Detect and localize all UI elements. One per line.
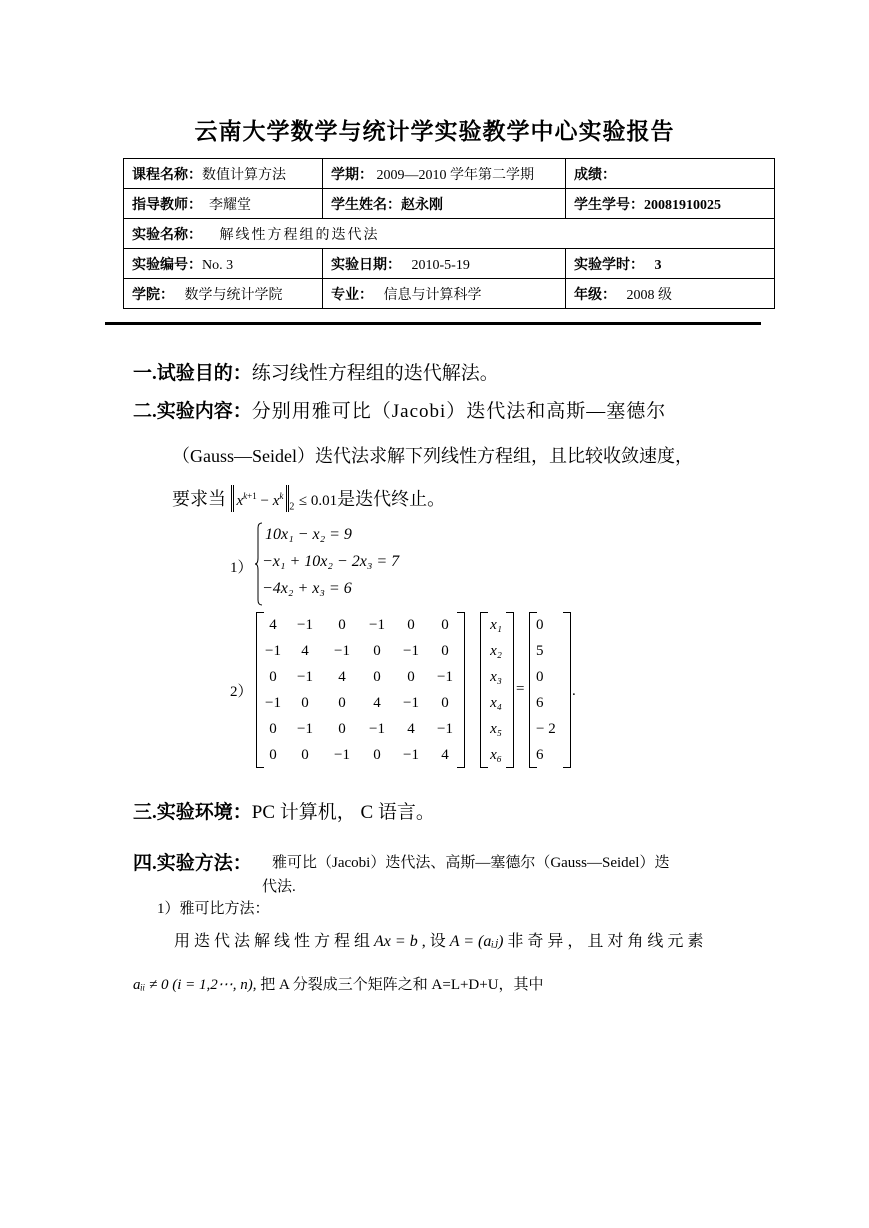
matrix-cell: −1 (369, 617, 385, 633)
matrix-cell: 0 (407, 617, 415, 633)
method-paragraph-1: 用 迭 代 法 解 线 性 方 程 组 Ax = b , 设 A = (aᵢⱼ) 非 奇 异 ， 且 对 角 线 元 素 (174, 933, 704, 950)
matrix-cell: 4 (301, 643, 309, 659)
term-cell: 学期： 2009—2010 学年第二学期 (323, 159, 566, 189)
matrix-cell: −1 (437, 669, 453, 685)
matrix-cell: −1 (297, 669, 313, 685)
teacher-cell: 指导教师： 李耀堂 (124, 189, 323, 219)
matrix-cell: −1 (265, 695, 281, 711)
matrix-cell: 0 (373, 643, 381, 659)
table-row (124, 219, 775, 249)
content-line-3: 要求当 $x^{k+1} - x^k_2 \le 0.01$是迭代终止。 (172, 485, 445, 513)
matrix-cell: 4 (338, 669, 346, 685)
matrix-cell: −1 (334, 747, 350, 763)
experiment-no-cell: 实验编号：No. 3 (124, 249, 323, 279)
unknown-cell: x₂ (490, 643, 502, 659)
rhs-cell: 6 (536, 695, 544, 711)
matrix-cell: 4 (441, 747, 449, 763)
table-row (124, 279, 775, 309)
system1-eq1: 10x₁ − x₂ = 9 (265, 526, 352, 543)
score-cell: 成绩： (566, 159, 775, 189)
course-cell: 课程名称：数值计算方法 (124, 159, 323, 189)
unknown-cell: x₁ (490, 617, 502, 633)
unknown-cell: x₅ (490, 721, 502, 737)
unknown-cell: x₆ (490, 747, 502, 763)
matrix-cell: 0 (269, 669, 277, 685)
matrix-cell: −1 (297, 617, 313, 633)
rhs-cell: − 2 (536, 721, 556, 737)
matrix-cell: −1 (369, 721, 385, 737)
unknown-vector (480, 612, 514, 768)
matrix-cell: −1 (403, 643, 419, 659)
experiment-date-cell: 实验日期： 2010-5-19 (323, 249, 566, 279)
rhs-cell: 6 (536, 747, 544, 763)
matrix-cell: 0 (373, 747, 381, 763)
rhs-cell: 5 (536, 643, 544, 659)
rhs-cell: 0 (536, 617, 544, 633)
major-cell: 专业： 信息与计算科学 (323, 279, 566, 309)
table-row (124, 159, 775, 189)
rhs-cell: 0 (536, 669, 544, 685)
student-id-cell: 学生学号：20081910025 (566, 189, 775, 219)
table-row (124, 189, 775, 219)
matrix-cell: 0 (338, 695, 346, 711)
matrix-cell: 0 (373, 669, 381, 685)
matrix-cell: −1 (403, 747, 419, 763)
grade-cell: 年级： 2008 级 (566, 279, 775, 309)
matrix-cell: 0 (441, 617, 449, 633)
matrix-cell: 0 (441, 695, 449, 711)
section-content: 二.实验内容：分别用雅可比（Jacobi）迭代法和高斯—塞德尔 (133, 401, 667, 422)
method-paragraph-2: aᵢᵢ ≠ 0 (i = 1,2⋯, n), 把 A 分裂成三个矩阵之和 A=L+D+U，其中 (133, 977, 544, 993)
info-table (123, 158, 775, 309)
system1-eq2: −x₁ + 10x₂ − 2x₃ = 7 (262, 553, 400, 570)
matrix-cell: −1 (437, 721, 453, 737)
matrix-cell: 0 (407, 669, 415, 685)
matrix-cell: −1 (334, 643, 350, 659)
matrix-cell: 4 (269, 617, 277, 633)
equals-sign: = (516, 681, 525, 697)
student-cell: 学生姓名：赵永刚 (323, 189, 566, 219)
jacobi-subheading: 1）雅可比方法： (157, 901, 270, 917)
experiment-name-cell: 实验名称： 解线性方程组的迭代法 (124, 219, 775, 249)
rhs-vector (529, 612, 571, 768)
matrix-cell: −1 (403, 695, 419, 711)
matrix-cell: 0 (338, 721, 346, 737)
norm-expression: $x^{k+1} - x^k$ (231, 485, 290, 512)
unknown-cell: x₃ (490, 669, 502, 685)
matrix-cell: −1 (297, 721, 313, 737)
section-purpose: 一.试验目的：练习线性方程组的迭代解法。 (133, 363, 499, 384)
matrix-cell: 4 (407, 721, 415, 737)
matrix-cell: 0 (269, 747, 277, 763)
matrix-cell: 0 (301, 747, 309, 763)
method-line-2: 代法. (262, 879, 296, 895)
matrix-cell: 0 (269, 721, 277, 737)
system1-label: 1） (230, 560, 253, 576)
content-line-2: （Gauss—Seidel）迭代法求解下列线性方程组，且比较收敛速度， (172, 446, 693, 466)
period: . (572, 683, 576, 699)
section-method-head: 四.实验方法： (133, 853, 252, 874)
system2-label: 2） (230, 684, 253, 700)
system1-eq3: −4x₂ + x₃ = 6 (262, 580, 352, 597)
matrix-cell: −1 (265, 643, 281, 659)
matrix-cell: 4 (373, 695, 381, 711)
experiment-hours-cell: 实验学时： 3 (566, 249, 775, 279)
method-line-1: 雅可比（Jacobi）迭代法、高斯—塞德尔（Gauss—Seidel）迭 (272, 855, 670, 871)
matrix-cell: 0 (441, 643, 449, 659)
divider-rule (105, 322, 761, 325)
college-cell: 学院： 数学与统计学院 (124, 279, 323, 309)
table-row (124, 249, 775, 279)
coefficient-matrix (256, 612, 465, 768)
matrix-cell: 0 (338, 617, 346, 633)
matrix-cell: 0 (301, 695, 309, 711)
report-title: 云南大学数学与统计学实验教学中心实验报告 (194, 119, 675, 144)
section-environment: 三.实验环境：PC 计算机， C 语言。 (133, 802, 435, 823)
unknown-cell: x₄ (490, 695, 502, 711)
